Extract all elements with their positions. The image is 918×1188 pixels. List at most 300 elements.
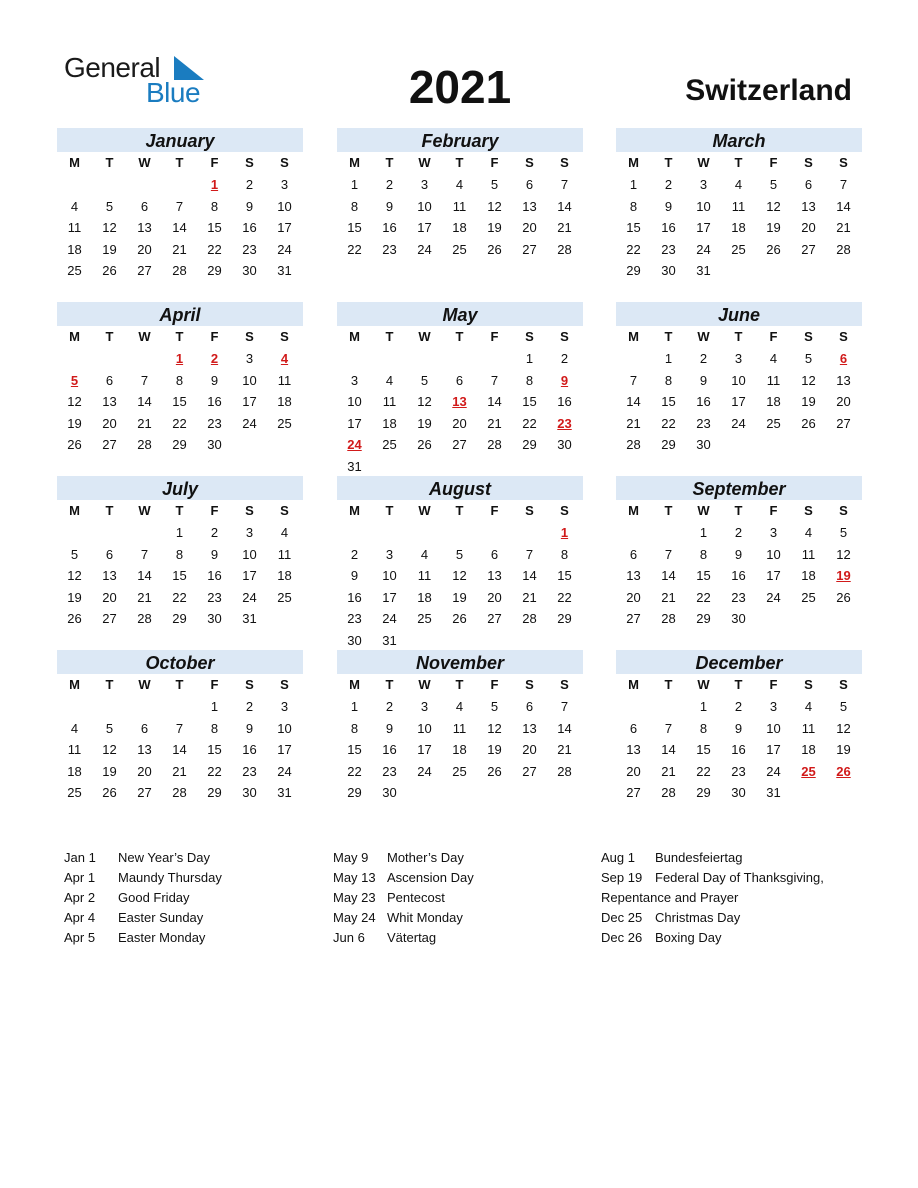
day-cell: 9	[245, 198, 254, 214]
weekday-label: M	[69, 503, 80, 518]
day-cell: 30	[207, 611, 222, 627]
day-cell: 7	[560, 699, 569, 714]
empty-day-cell	[477, 348, 512, 370]
day-cell: 9	[210, 372, 219, 388]
day-cell: 5	[455, 546, 464, 562]
month-august	[337, 476, 583, 652]
day-cell: 27	[137, 785, 152, 801]
week-row	[57, 565, 303, 587]
day-cell: 10	[417, 198, 432, 214]
day-cell: 25	[801, 589, 816, 605]
day-cell: 30	[731, 611, 746, 627]
day-cell: 14	[626, 394, 641, 410]
week-row	[57, 696, 303, 718]
day-cell: 28	[137, 437, 152, 453]
day-cell: 15	[522, 394, 537, 410]
empty-day-cell	[57, 696, 92, 718]
day-cell: 10	[766, 720, 781, 736]
week-row	[616, 413, 862, 435]
day-cell: 20	[137, 763, 152, 779]
weekday-label: W	[697, 155, 710, 170]
logo	[64, 52, 224, 112]
month-title: March	[616, 128, 862, 152]
holiday-entry	[333, 848, 474, 868]
weekday-label: F	[769, 155, 778, 170]
holiday-date: May 9	[333, 850, 369, 865]
weekday-label: M	[628, 677, 639, 692]
day-cell: 13	[102, 394, 117, 410]
holiday-date: May 23	[333, 890, 376, 905]
day-cell: 19	[836, 742, 851, 758]
empty-day-cell	[442, 782, 477, 804]
empty-day-cell	[57, 522, 92, 544]
week-row	[337, 370, 583, 392]
day-cell: 23	[242, 763, 257, 779]
day-cell: 5	[839, 525, 848, 540]
day-cell: 15	[696, 568, 711, 584]
day-cell: 1	[629, 177, 638, 192]
day-cell: 27	[801, 241, 816, 257]
empty-day-cell	[791, 608, 826, 630]
weekday-label: T	[734, 677, 743, 692]
week-row	[616, 565, 862, 587]
weekday-header	[616, 152, 862, 174]
week-row	[57, 587, 303, 609]
holiday-name-continuation: Repentance and Prayer	[601, 890, 739, 905]
day-cell: 13	[626, 742, 641, 758]
day-cell: 26	[487, 763, 502, 779]
week-row	[337, 434, 583, 456]
empty-day-cell	[267, 434, 302, 456]
weekday-label: T	[175, 503, 184, 518]
day-cell: 31	[277, 263, 292, 279]
day-cell: 12	[487, 720, 502, 736]
day-cell: 23	[696, 415, 711, 431]
weekday-header	[57, 152, 303, 174]
empty-day-cell	[442, 348, 477, 370]
day-cell: 24	[696, 241, 711, 257]
weekday-label: S	[560, 677, 569, 692]
week-row	[57, 196, 303, 218]
week-row	[337, 782, 583, 804]
day-cell: 5	[490, 699, 499, 714]
week-row	[57, 761, 303, 783]
day-cell: 5	[839, 699, 848, 714]
day-cell: 16	[207, 394, 222, 410]
day-cell: 15	[661, 394, 676, 410]
day-cell: 7	[490, 372, 499, 388]
weekday-label: T	[105, 677, 114, 692]
empty-day-cell	[547, 630, 582, 652]
day-cell: 3	[420, 699, 429, 714]
day-cell: 28	[487, 437, 502, 453]
day-cell: 27	[487, 611, 502, 627]
weekday-label: S	[280, 155, 289, 170]
day-cell: 25	[382, 437, 397, 453]
day-cell: 17	[696, 220, 711, 236]
day-cell: 19	[67, 415, 82, 431]
day-cell: 10	[766, 546, 781, 562]
day-cell: 27	[102, 437, 117, 453]
day-cell: 24	[242, 589, 257, 605]
holiday-entry	[333, 928, 474, 948]
weekday-header	[616, 500, 862, 522]
day-cell: 22	[626, 241, 641, 257]
day-cell: 25	[417, 611, 432, 627]
day-cell: 30	[661, 263, 676, 279]
holiday-column	[333, 848, 474, 948]
day-cell: 20	[626, 763, 641, 779]
month-june	[616, 302, 862, 456]
weekday-label: M	[69, 677, 80, 692]
day-cell: 1	[210, 699, 219, 714]
day-cell: 21	[836, 220, 851, 236]
weekday-label: M	[349, 503, 360, 518]
day-cell: 16	[242, 220, 257, 236]
empty-day-cell	[826, 608, 861, 630]
week-row	[337, 761, 583, 783]
day-cell: 15	[207, 220, 222, 236]
day-cell: 27	[102, 611, 117, 627]
weekday-label: T	[455, 503, 464, 518]
week-row	[616, 782, 862, 804]
empty-day-cell	[651, 696, 686, 718]
weekday-label: W	[418, 677, 431, 692]
day-cell: 25	[452, 241, 467, 257]
day-cell: 29	[172, 611, 187, 627]
day-cell: 18	[731, 220, 746, 236]
day-cell: 21	[522, 589, 537, 605]
week-row	[616, 174, 862, 196]
day-cell: 18	[67, 241, 82, 257]
day-cell: 28	[661, 611, 676, 627]
month-december	[616, 650, 862, 804]
day-cell: 19	[766, 220, 781, 236]
empty-day-cell	[616, 522, 651, 544]
empty-day-cell	[92, 348, 127, 370]
week-row	[337, 391, 583, 413]
day-cell: 6	[455, 372, 464, 388]
day-cell: 14	[836, 198, 851, 214]
day-cell: 10	[347, 394, 362, 410]
day-cell: 31	[382, 632, 397, 648]
holiday-day-cell: 5	[70, 372, 79, 388]
holiday-name: Good Friday	[118, 890, 190, 905]
day-cell: 6	[629, 546, 638, 562]
day-cell: 28	[172, 263, 187, 279]
day-cell: 11	[731, 198, 746, 214]
day-cell: 10	[382, 568, 397, 584]
week-row	[616, 260, 862, 282]
week-row	[616, 761, 862, 783]
week-row	[337, 522, 583, 544]
holiday-date: Apr 1	[64, 870, 96, 885]
day-cell: 9	[699, 372, 708, 388]
empty-day-cell	[547, 782, 582, 804]
holiday-name: Easter Sunday	[118, 910, 204, 925]
day-cell: 19	[487, 742, 502, 758]
week-row	[337, 587, 583, 609]
holiday-name: Ascension Day	[387, 870, 474, 885]
day-cell: 27	[522, 241, 537, 257]
empty-day-cell	[791, 782, 826, 804]
day-cell: 13	[137, 742, 152, 758]
day-cell: 16	[207, 568, 222, 584]
day-cell: 7	[175, 720, 184, 736]
day-cell: 4	[734, 177, 743, 192]
day-cell: 2	[560, 351, 569, 366]
day-cell: 16	[731, 568, 746, 584]
day-cell: 7	[525, 546, 534, 562]
empty-day-cell	[57, 348, 92, 370]
day-cell: 10	[277, 720, 292, 736]
day-cell: 12	[67, 394, 82, 410]
day-cell: 29	[557, 611, 572, 627]
week-row	[616, 348, 862, 370]
week-row	[337, 608, 583, 630]
day-cell: 6	[140, 198, 149, 214]
day-cell: 19	[67, 589, 82, 605]
weekday-label: T	[734, 155, 743, 170]
weekday-label: S	[525, 155, 534, 170]
day-cell: 8	[699, 720, 708, 736]
week-row	[57, 413, 303, 435]
empty-day-cell	[721, 260, 756, 282]
month-may	[337, 302, 583, 478]
day-cell: 19	[417, 415, 432, 431]
day-cell: 21	[172, 763, 187, 779]
weekday-label: T	[734, 329, 743, 344]
day-cell: 10	[696, 198, 711, 214]
day-cell: 18	[277, 568, 292, 584]
holiday-name: Federal Day of Thanksgiving,	[655, 870, 824, 885]
weekday-label: S	[560, 503, 569, 518]
empty-day-cell	[267, 608, 302, 630]
weekday-label: F	[769, 329, 778, 344]
day-cell: 27	[452, 437, 467, 453]
weekday-header	[337, 326, 583, 348]
holiday-day-cell: 9	[560, 372, 569, 388]
day-cell: 29	[696, 785, 711, 801]
weekday-label: T	[105, 329, 114, 344]
day-cell: 29	[207, 785, 222, 801]
day-cell: 13	[522, 720, 537, 736]
day-cell: 3	[769, 525, 778, 540]
day-cell: 21	[172, 241, 187, 257]
day-cell: 2	[210, 525, 219, 540]
day-cell: 22	[172, 589, 187, 605]
holiday-name: Mother’s Day	[387, 850, 464, 865]
holiday-name: Boxing Day	[655, 930, 722, 945]
week-row	[57, 434, 303, 456]
day-cell: 6	[105, 372, 114, 388]
weekday-label: T	[664, 329, 673, 344]
weekday-label: W	[418, 329, 431, 344]
week-row	[616, 608, 862, 630]
day-cell: 20	[626, 589, 641, 605]
weekday-label: M	[628, 329, 639, 344]
day-cell: 23	[731, 589, 746, 605]
day-cell: 8	[629, 198, 638, 214]
day-cell: 26	[836, 589, 851, 605]
weekday-label: T	[385, 677, 394, 692]
weekday-label: S	[525, 503, 534, 518]
weekday-label: F	[210, 677, 219, 692]
day-cell: 14	[661, 742, 676, 758]
empty-day-cell	[372, 456, 407, 478]
empty-day-cell	[127, 174, 162, 196]
weekday-label: S	[525, 329, 534, 344]
weekday-label: T	[664, 503, 673, 518]
day-cell: 4	[769, 351, 778, 366]
weekday-label: T	[175, 329, 184, 344]
day-cell: 9	[210, 546, 219, 562]
day-cell: 13	[626, 568, 641, 584]
week-row	[337, 217, 583, 239]
empty-day-cell	[756, 608, 791, 630]
week-row	[57, 217, 303, 239]
day-cell: 28	[661, 785, 676, 801]
week-row	[337, 696, 583, 718]
empty-day-cell	[127, 696, 162, 718]
month-title: June	[616, 302, 862, 326]
weekday-label: T	[385, 503, 394, 518]
day-cell: 25	[277, 415, 292, 431]
day-cell: 24	[766, 589, 781, 605]
day-cell: 21	[487, 415, 502, 431]
day-cell: 6	[105, 546, 114, 562]
day-cell: 5	[769, 177, 778, 192]
day-cell: 21	[557, 742, 572, 758]
weekday-label: S	[839, 329, 848, 344]
holiday-entry	[64, 908, 222, 928]
day-cell: 25	[67, 785, 82, 801]
day-cell: 8	[210, 720, 219, 736]
weekday-label: M	[69, 329, 80, 344]
holiday-entry	[601, 908, 824, 928]
day-cell: 11	[801, 546, 816, 562]
day-cell: 11	[67, 220, 82, 236]
day-cell: 30	[242, 785, 257, 801]
day-cell: 11	[452, 720, 467, 736]
weekday-label: F	[210, 155, 219, 170]
empty-day-cell	[756, 260, 791, 282]
holiday-day-cell: 1	[560, 525, 569, 540]
day-cell: 11	[801, 720, 816, 736]
holiday-day-cell: 26	[836, 763, 851, 779]
day-cell: 15	[207, 742, 222, 758]
day-cell: 17	[242, 394, 257, 410]
day-cell: 26	[102, 263, 117, 279]
day-cell: 13	[102, 568, 117, 584]
weekday-label: S	[280, 329, 289, 344]
day-cell: 20	[801, 220, 816, 236]
day-cell: 18	[277, 394, 292, 410]
day-cell: 12	[417, 394, 432, 410]
day-cell: 30	[382, 785, 397, 801]
day-cell: 29	[696, 611, 711, 627]
empty-day-cell	[442, 630, 477, 652]
day-cell: 9	[734, 720, 743, 736]
empty-day-cell	[477, 630, 512, 652]
empty-day-cell	[791, 260, 826, 282]
holiday-date: Jun 6	[333, 930, 365, 945]
month-title: September	[616, 476, 862, 500]
empty-day-cell	[547, 456, 582, 478]
empty-day-cell	[57, 174, 92, 196]
holiday-entry	[64, 928, 222, 948]
day-cell: 4	[70, 198, 79, 214]
month-title: December	[616, 650, 862, 674]
week-row	[57, 782, 303, 804]
day-cell: 5	[105, 198, 114, 214]
day-cell: 5	[70, 546, 79, 562]
day-cell: 22	[557, 589, 572, 605]
empty-day-cell	[92, 522, 127, 544]
country-title: Switzerland	[685, 74, 852, 107]
day-cell: 17	[347, 415, 362, 431]
weekday-label: T	[455, 155, 464, 170]
holiday-entry	[601, 848, 824, 868]
holiday-entry	[333, 868, 474, 888]
weekday-label: W	[138, 329, 151, 344]
empty-day-cell	[756, 434, 791, 456]
day-cell: 12	[836, 720, 851, 736]
weekday-label: T	[385, 155, 394, 170]
day-cell: 22	[207, 763, 222, 779]
day-cell: 2	[350, 546, 359, 562]
day-cell: 19	[102, 241, 117, 257]
holiday-entry	[333, 888, 474, 908]
day-cell: 28	[557, 241, 572, 257]
holiday-name: Pentecost	[387, 890, 445, 905]
day-cell: 27	[626, 785, 641, 801]
week-row	[616, 739, 862, 761]
day-cell: 31	[277, 785, 292, 801]
day-cell: 12	[102, 220, 117, 236]
weekday-label: T	[664, 155, 673, 170]
weekday-label: S	[245, 503, 254, 518]
day-cell: 23	[731, 763, 746, 779]
weekday-header	[616, 326, 862, 348]
weekday-label: M	[349, 155, 360, 170]
day-cell: 9	[734, 546, 743, 562]
month-title: August	[337, 476, 583, 500]
day-cell: 27	[836, 415, 851, 431]
holiday-column	[64, 848, 222, 948]
month-title: November	[337, 650, 583, 674]
day-cell: 12	[801, 372, 816, 388]
day-cell: 24	[277, 763, 292, 779]
day-cell: 30	[207, 437, 222, 453]
day-cell: 9	[245, 720, 254, 736]
week-row	[337, 413, 583, 435]
day-cell: 14	[557, 198, 572, 214]
day-cell: 29	[172, 437, 187, 453]
weekday-label: M	[349, 677, 360, 692]
day-cell: 1	[350, 177, 359, 192]
day-cell: 24	[766, 763, 781, 779]
week-row	[616, 522, 862, 544]
empty-day-cell	[407, 348, 442, 370]
empty-day-cell	[372, 522, 407, 544]
month-april	[57, 302, 303, 456]
day-cell: 31	[696, 263, 711, 279]
day-cell: 15	[557, 568, 572, 584]
empty-day-cell	[791, 434, 826, 456]
day-cell: 16	[696, 394, 711, 410]
week-row	[337, 630, 583, 652]
